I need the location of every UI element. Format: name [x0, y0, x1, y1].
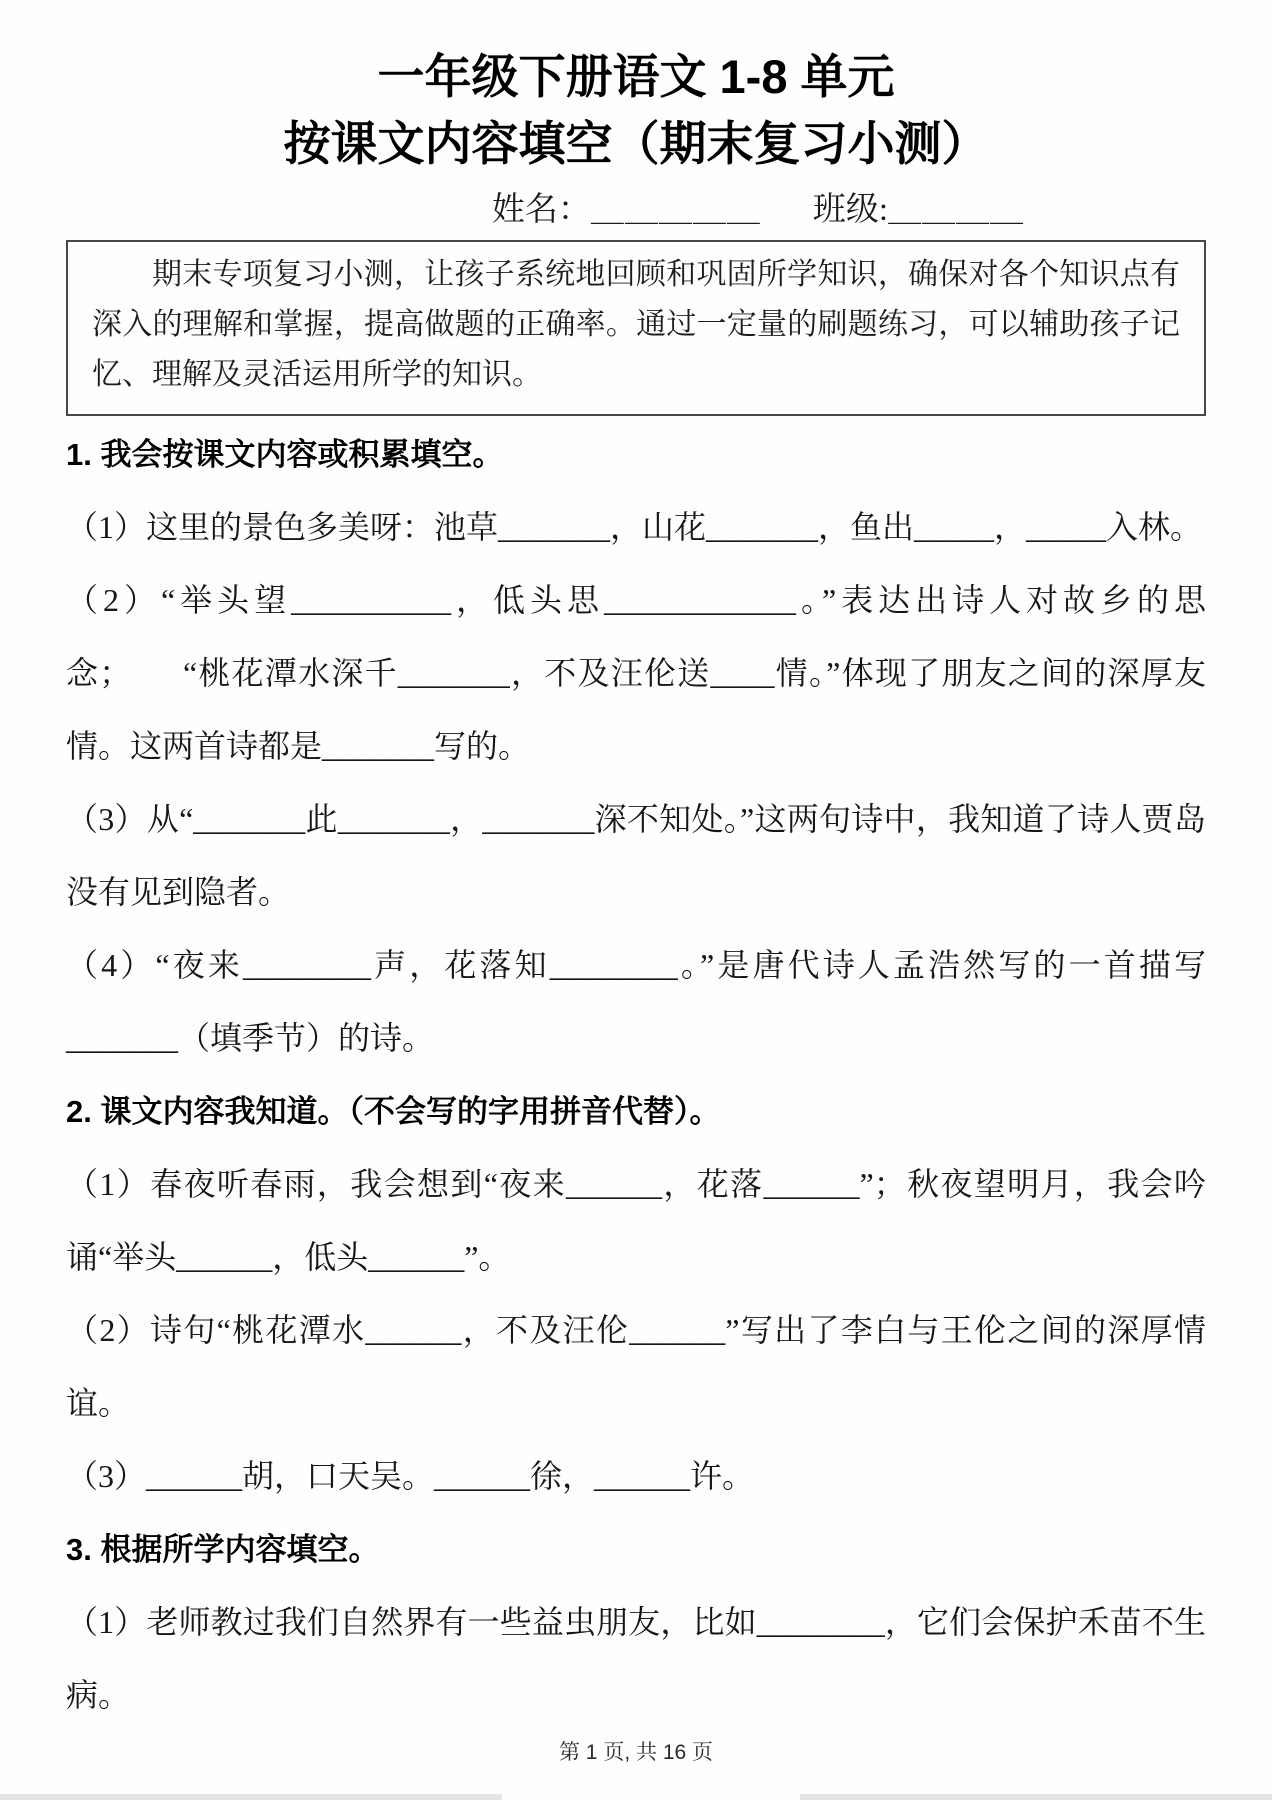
- next-page-edge-right: [800, 1794, 1272, 1800]
- name-blank-line: ＿＿＿＿＿: [590, 192, 761, 229]
- question-item: （2）诗句“桃花潭水______，不及汪伦______”写出了李白与王伦之间的深厚情谊。: [66, 1312, 1206, 1422]
- intro-text: 期末专项复习小测，让孩子系统地回顾和巩固所学知识，确保对各个知识点有深入的理解和掌握，提高做题的正确率。通过一定量的刷题练习，可以辅助孩子记忆、理解及灵活运用所学的知识。: [92, 258, 1180, 392]
- name-label: 姓名：: [491, 192, 591, 229]
- section-1-header: 1. 我会按课文内容或积累填空。: [66, 437, 504, 473]
- section-2-header: 2. 课文内容我知道。（不会写的字用拼音代替）。: [66, 1094, 721, 1130]
- page-number-footer: 第 1 页, 共 16 页: [558, 1741, 714, 1764]
- question-item: （3）从“_______此_______，_______深不知处。”这两句诗中，我知道了诗人贾岛没有见到隐者。: [66, 801, 1206, 911]
- class-label: 班级:: [812, 192, 889, 229]
- question-item: （1）这里的景色多美呀：池草_______，山花_______，鱼出_____，_____入林。: [66, 509, 1203, 546]
- question-item: （1）春夜听春雨，我会想到“夜来______，花落______”；秋夜望明月，我会吟诵“举头______，低头______”。: [66, 1166, 1206, 1276]
- class-blank-line: ＿＿＿＿: [888, 192, 1025, 229]
- page-title: [66, 44, 1206, 177]
- question-item: （3）______胡，口天吴。______徐，______许。: [66, 1458, 755, 1495]
- section-3-header: 3. 根据所学内容填空。: [66, 1532, 380, 1568]
- title-line-2: 按课文内容填空（期末复习小测）: [283, 116, 989, 170]
- question-item: （2）“举头望__________，低头思____________。”表达出诗人对故乡的思念； “桃花潭水深千_______，不及汪伦送____情。”体现了朋友之间的深厚友情。这两首诗都是_______写的。: [66, 582, 1206, 765]
- question-item: （4）“夜来________声，花落知________。”是唐代诗人孟浩然写的一首描写_______（填季节）的诗。: [66, 947, 1206, 1057]
- question-item: （1）老师教过我们自然界有一些益虫朋友，比如________，它们会保护禾苗不生病。: [66, 1604, 1206, 1714]
- next-page-edge-left: [0, 1794, 502, 1800]
- intro-box: [66, 240, 1206, 416]
- title-line-1: 一年级下册语文 1-8 单元: [377, 50, 895, 103]
- questions-area: [66, 418, 1206, 1732]
- name-class-row: [188, 183, 1272, 230]
